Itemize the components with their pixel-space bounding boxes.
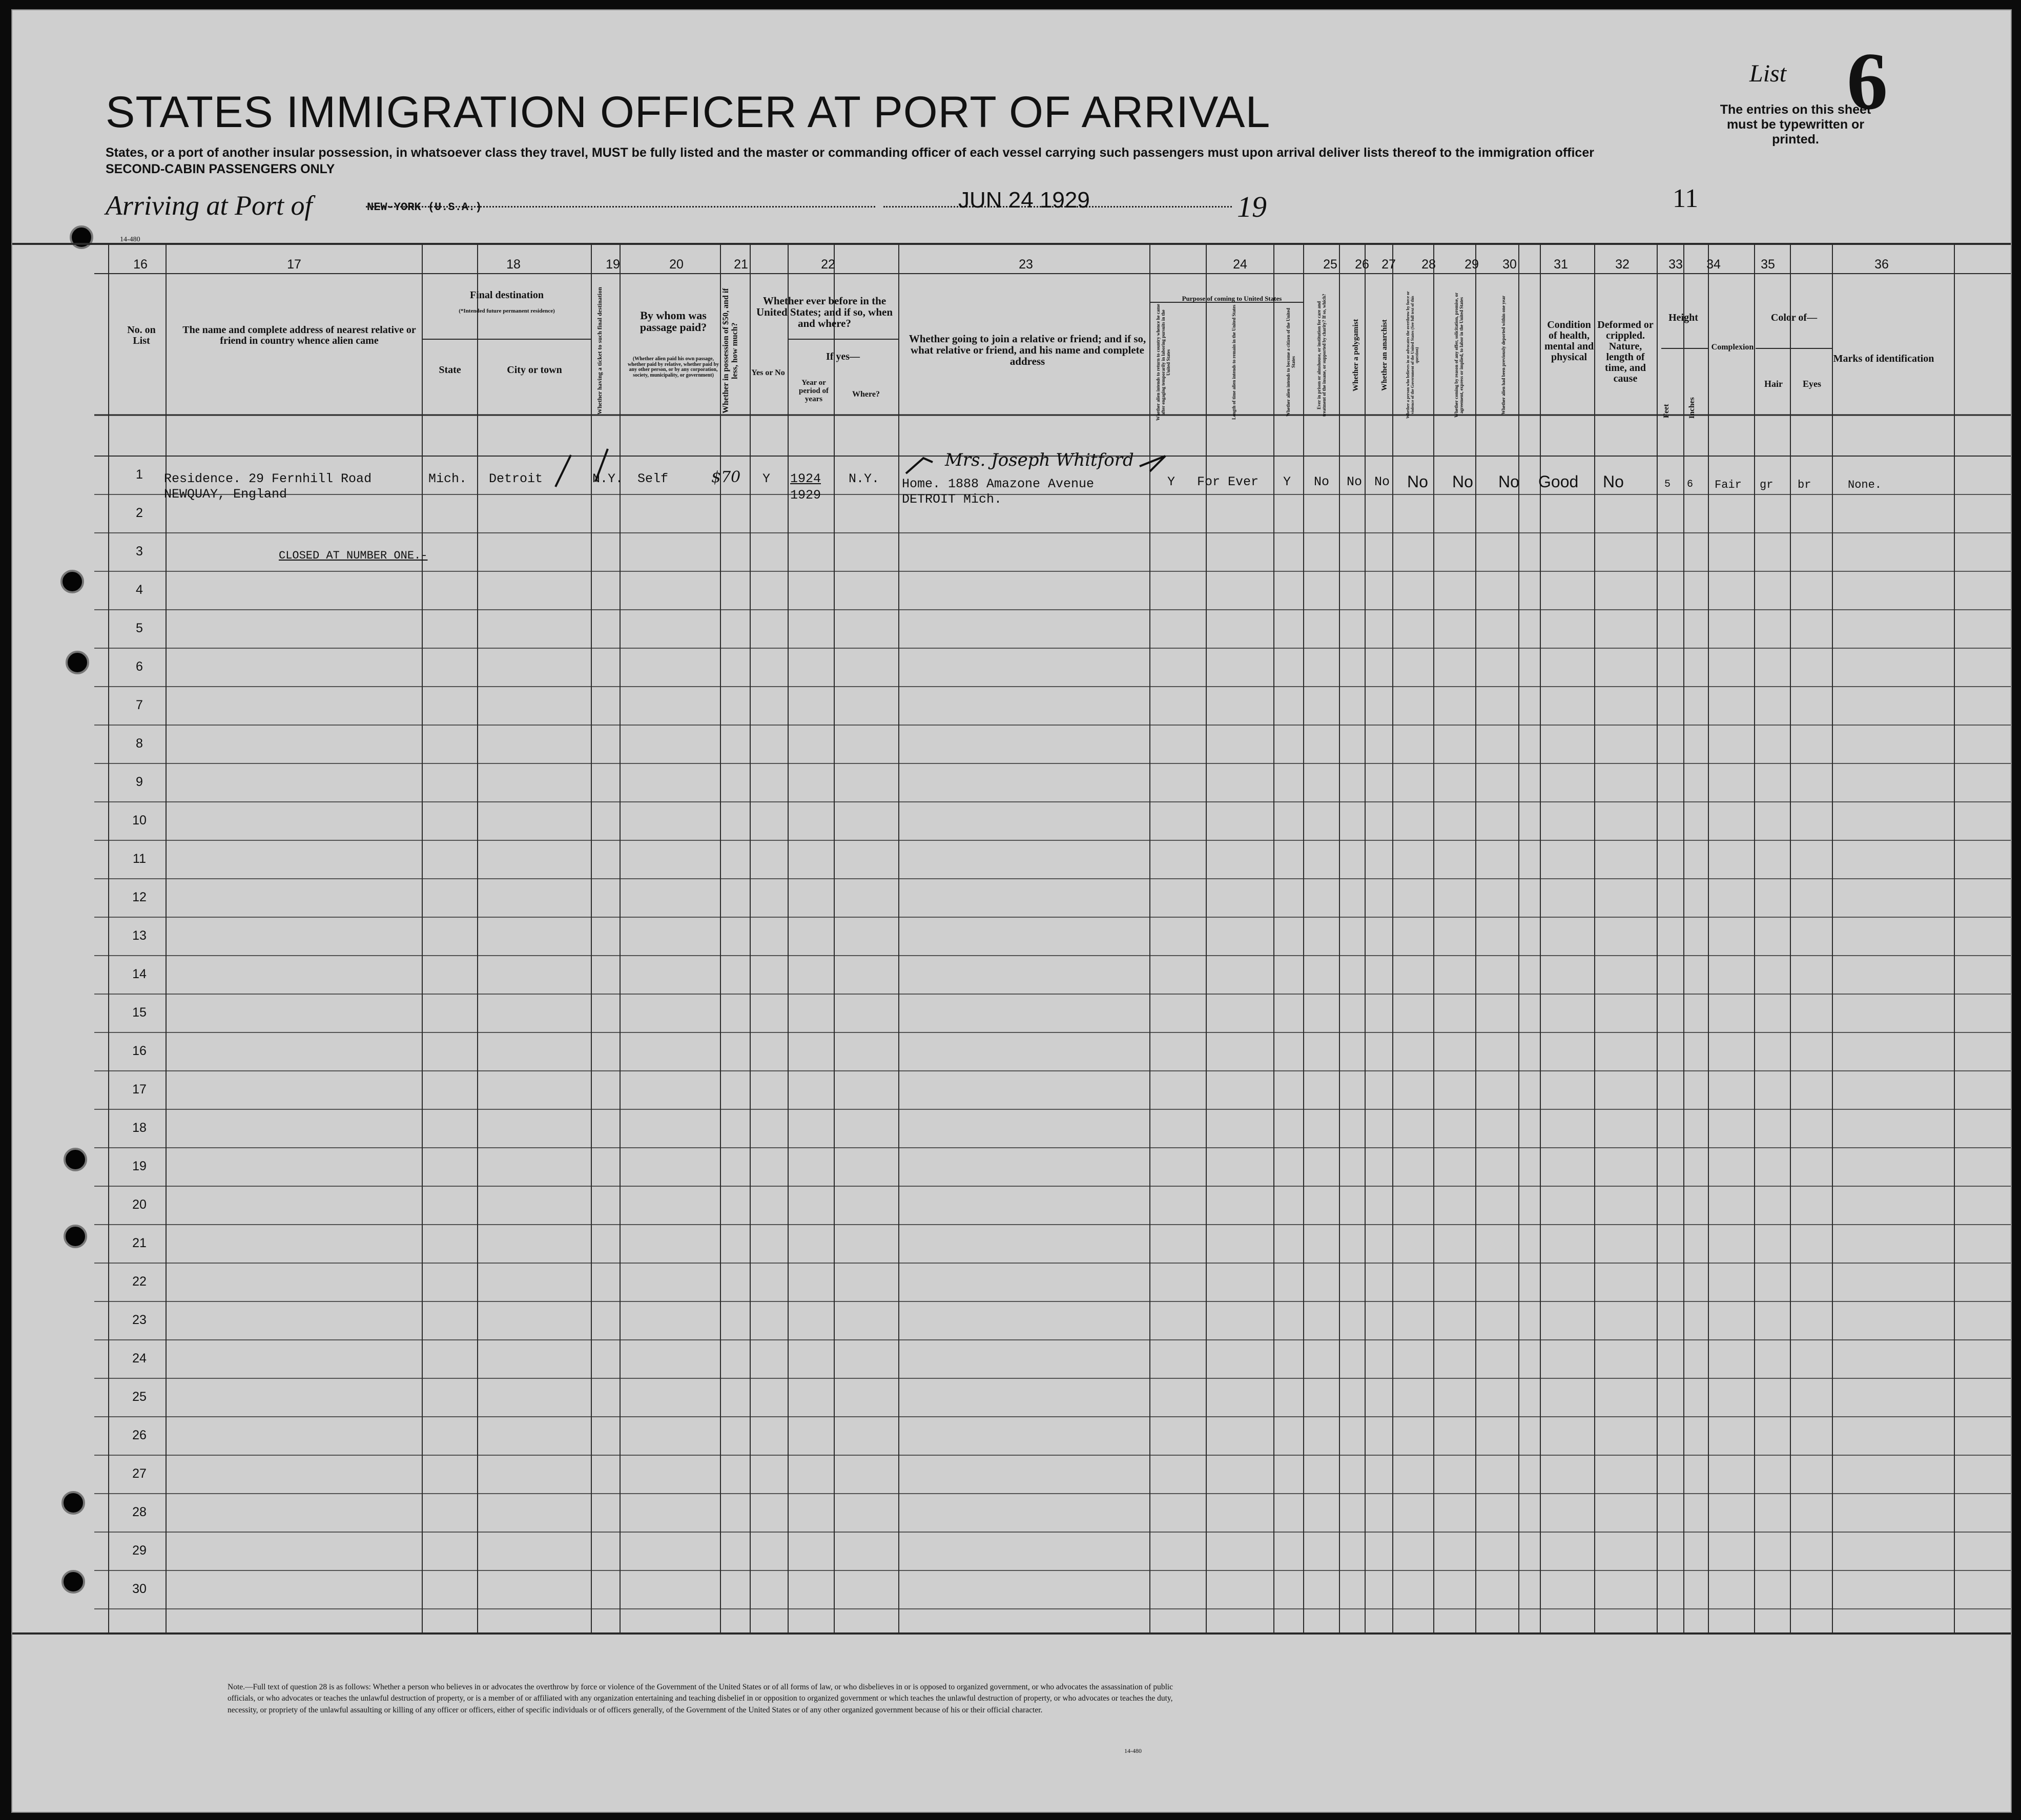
row-number: 4	[136, 583, 143, 597]
row-number: 6	[136, 659, 143, 674]
col-18-number: 18	[506, 257, 521, 272]
entry-ticket: N.Y.	[592, 471, 624, 486]
entry-marks: None.	[1848, 479, 1882, 491]
join-flourish-mark	[1140, 456, 1165, 471]
col-22-number: 22	[821, 257, 835, 272]
col-35-number: 35	[1761, 257, 1775, 272]
footnote: Note.—Full text of question 28 is as follows: Whether a person who believes in or advocates the overthrow by force or violence of the Government of the United States or of all forms of law, or who disbelieves in or is opposed to organized government, or who advocates the assassination of public officials, or who advocates or teaches the unlawful destruction of property, or is a member of or affiliated with any organization entertaining and teaching disbelief in or opposition to organized government or which teaches the unlawful destruction of property, or who advocates or teaches the duty, necessity, or propriety of the unlawful assaulting or killing of any officer or officers, either of specific individuals or of officers generally, of the Government of the United States or of any other organized government because of his or their official character.	[228, 1683, 1173, 1714]
entry-money: $70	[711, 468, 741, 486]
row-number: 3	[136, 544, 143, 559]
arriving-label: Arriving at Port of	[106, 190, 313, 221]
col-17-header: The name and complete address of nearest relative or friend in country whence alien came	[182, 324, 416, 346]
col-36-header: Marks of identification	[1833, 353, 1934, 364]
col-22-header: Whether ever before in the United States; and if so, when and where?	[756, 295, 893, 330]
entry-ever-before: Y	[762, 471, 771, 486]
col-24-header: Purpose of coming to United States	[1182, 295, 1282, 302]
entry-relative-line1: Residence. 29 Fernhill Road	[164, 471, 372, 486]
list-number: 6	[1847, 35, 1888, 127]
col-35-eyes: Eyes	[1803, 379, 1821, 389]
col-16-number: 16	[133, 257, 148, 272]
col-31-header: Condition of health, mental and physical	[1544, 319, 1594, 363]
list-label: List	[1749, 60, 1787, 87]
entry-year1: 1924	[790, 471, 821, 486]
col-27-number: 27	[1381, 257, 1396, 272]
col-35-hair: Hair	[1764, 379, 1783, 389]
col-19-header: Whether having a ticket to such final destination	[596, 287, 603, 415]
col-21-header: Whether in possession of $50, and if less, how much?	[721, 288, 739, 414]
row-number: 5	[136, 621, 143, 635]
col-25-header: Ever in prison or almshouse, or institution for care and treatment of the insane, or supported by charity? If so, which?	[1316, 294, 1327, 417]
col-20-number: 20	[669, 257, 684, 272]
col-31-number: 31	[1554, 257, 1568, 272]
entry-anarchist: No	[1374, 474, 1390, 489]
entry-relative-line2: NEWQUAY, England	[164, 487, 287, 502]
entry-inches: 6	[1687, 479, 1694, 490]
col-18-header: Final destination	[470, 289, 544, 301]
row-number: 22	[132, 1274, 147, 1289]
entry-join-line2: DETROIT Mich.	[902, 492, 1002, 507]
col-30-header: Whether alien had been previously deported within one year	[1501, 295, 1506, 415]
page-title: STATES IMMIGRATION OFFICER AT PORT OF ARRIVAL	[106, 88, 1271, 137]
row-number: 8	[136, 736, 143, 751]
row-number: 9	[136, 775, 143, 789]
col-20-subheader: (Whether alien paid his own passage, whether paid by relative, whether paid by any other person, or by any corporation, society, municipality, or government)	[627, 356, 719, 378]
sheet-number: 11	[1673, 184, 1699, 213]
col-20-header: By whom was passage paid?	[640, 309, 707, 334]
entry-hair: gr	[1760, 479, 1773, 491]
col-23-header: Whether going to join a relative or friend; and if so, what relative or friend, and his name and complete address	[909, 333, 1146, 368]
col-36-number: 36	[1874, 257, 1889, 272]
row-number: 21	[132, 1236, 147, 1250]
col-24b-header: Length of time alien intends to remain in the United States	[1231, 304, 1236, 420]
row-number: 15	[132, 1005, 147, 1020]
row-number: 23	[132, 1313, 147, 1327]
entry-join-line1: Home. 1888 Amazone Avenue	[902, 477, 1095, 491]
manifest-grid	[12, 10, 2011, 1812]
row-number: 11	[133, 852, 146, 866]
col-16-header: No. on List	[127, 324, 156, 346]
col-27-header: Whether an anarchist	[1380, 319, 1389, 391]
row-number: 27	[132, 1466, 147, 1481]
col-32-number: 32	[1615, 257, 1630, 272]
col-17-number: 17	[287, 257, 301, 272]
entry-state: Mich.	[428, 471, 467, 486]
col-22-yes-no: Yes or No	[751, 368, 785, 377]
col-18-state: State	[439, 364, 461, 376]
city-check-mark	[555, 455, 571, 487]
year-prefix: 19	[1237, 190, 1267, 223]
row-number: 1	[136, 467, 143, 482]
col-24c-header: Whether alien intends to become a citizen of the United States	[1286, 307, 1296, 417]
row-number: 25	[132, 1390, 147, 1404]
col-29-number: 29	[1465, 257, 1479, 272]
entry-city: Detroit	[489, 471, 543, 486]
entry-deported: No	[1498, 472, 1519, 491]
col-18-city: City or town	[507, 364, 562, 376]
entry-citizen: Y	[1283, 474, 1291, 489]
row-number: 30	[132, 1582, 147, 1596]
row-number: 24	[132, 1351, 147, 1366]
col-26-number: 26	[1355, 257, 1369, 272]
col-33-feet: Feet	[1662, 404, 1671, 418]
col-21-number: 21	[734, 257, 748, 272]
typewriter-note: The entries on this sheet must be typewritten or printed.	[1720, 102, 1871, 147]
col-33-inches: Inches	[1688, 397, 1696, 419]
col-28-number: 28	[1421, 257, 1436, 272]
row-number: 12	[132, 890, 147, 904]
col-18-subheader: (*Intended future permanent residence)	[459, 308, 555, 314]
col-30-number: 30	[1502, 257, 1517, 272]
form-code-bottom: 14-480	[1124, 1747, 1142, 1754]
row-number: 26	[132, 1428, 147, 1442]
col-19-number: 19	[606, 257, 620, 272]
col-22-year: Year or period of years	[799, 379, 829, 403]
col-24a-header: Whether alien intends to return to country whence he came after engaging temporarily in laboring pursuits in the United States	[1156, 304, 1171, 421]
row-number: 20	[132, 1197, 147, 1212]
port-name: NEW-YORK (U.S.A.)	[367, 201, 482, 214]
col-24-number: 24	[1233, 257, 1247, 272]
entry-health: Good	[1538, 472, 1579, 491]
entry-paid-by: Self	[637, 471, 669, 486]
manifest-sheet	[11, 9, 2012, 1813]
form-code-top: 14-480	[120, 236, 140, 243]
date-stamp: JUN 24 1929	[958, 188, 1090, 213]
row-number: 7	[136, 698, 143, 712]
entry-length: For Ever	[1197, 474, 1259, 489]
row-number: 28	[132, 1505, 147, 1519]
col-23-number: 23	[1019, 257, 1033, 272]
entry-return: Y	[1167, 474, 1176, 489]
instruction-line: States, or a port of another insular possession, in whatsoever class they travel, MUST be fully listed and the master or commanding officer of each vessel carrying such passengers must upon arrival deliver lists thereof to the immigration officer	[106, 146, 1594, 160]
row-number: 17	[132, 1082, 147, 1097]
col-22-where: Where?	[852, 390, 880, 399]
closed-note: CLOSED AT NUMBER ONE.-	[279, 549, 428, 562]
row-number: 14	[132, 967, 147, 981]
row-number: 29	[132, 1543, 147, 1558]
entry-offer: No	[1452, 472, 1473, 491]
entry-deformed: No	[1603, 472, 1624, 491]
col-26-header: Whether a polygamist	[1352, 319, 1360, 391]
col-22-if-yes: If yes—	[826, 351, 860, 362]
entry-overthrow: No	[1407, 472, 1428, 491]
entry-feet: 5	[1664, 479, 1671, 490]
join-bracket-mark	[906, 458, 933, 473]
class-line: SECOND-CABIN PASSENGERS ONLY	[106, 162, 335, 176]
row-number: 19	[132, 1159, 147, 1173]
entry-join-handwritten: Mrs. Joseph Whitford	[945, 450, 1134, 470]
col-35-header: Color of—	[1770, 312, 1818, 323]
row-number: 13	[132, 928, 147, 943]
col-25-number: 25	[1323, 257, 1337, 272]
col-34-header: Complexion	[1711, 343, 1754, 351]
col-32-header: Deformed or crippled. Nature, length of time, and cause	[1597, 319, 1654, 384]
entry-year2: 1929	[790, 488, 821, 503]
entry-polygamist: No	[1347, 474, 1363, 489]
row-number: 10	[132, 813, 147, 828]
entry-prison: No	[1314, 474, 1330, 489]
row-number: 18	[132, 1121, 147, 1135]
col-33-number: 33	[1668, 257, 1683, 272]
entry-complexion: Fair	[1715, 479, 1742, 491]
col-29-header: Whether coming by reason of any offer, solicitation, promise, or agreement, express or implied, to labor in the United States	[1454, 292, 1464, 418]
col-33-header: Height	[1668, 312, 1698, 323]
row-number: 16	[132, 1044, 147, 1058]
row-number: 2	[136, 506, 143, 520]
col-34-number: 34	[1706, 257, 1721, 272]
entry-where: N.Y.	[849, 471, 880, 486]
entry-eyes: br	[1798, 479, 1811, 491]
col-28-header: Whether a person who believes in or advocates the overthrow by force or violence of the Government of the United States (See full text of this question)	[1406, 291, 1419, 419]
